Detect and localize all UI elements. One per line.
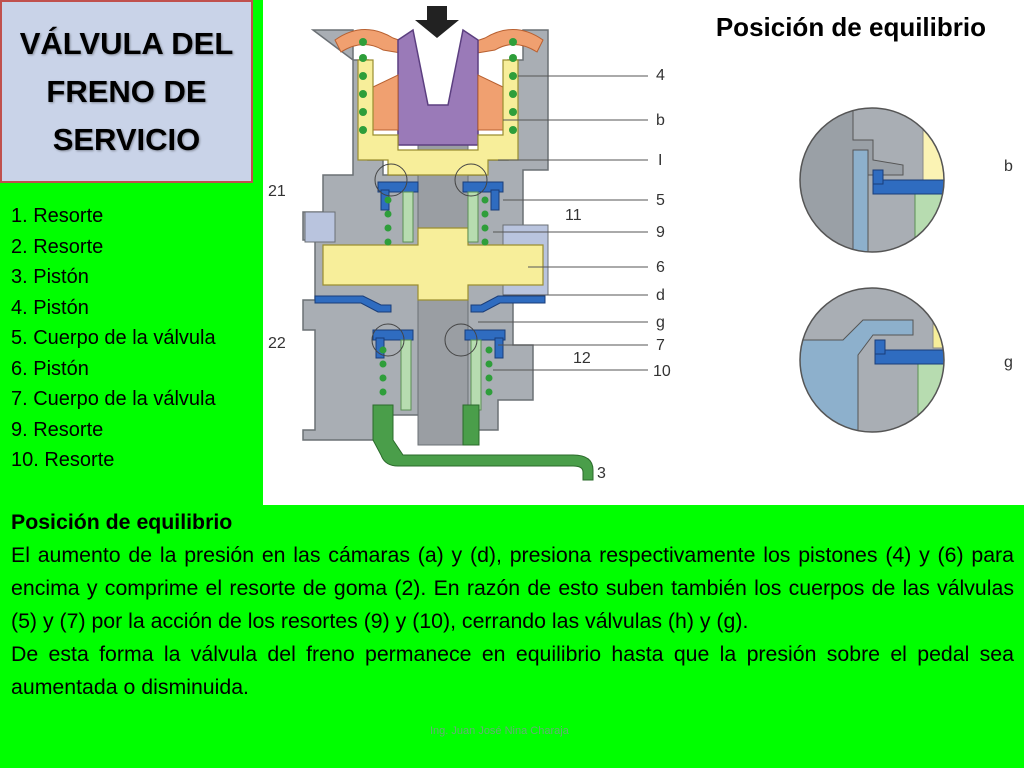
plunger [398, 30, 478, 145]
legend-item: 1. Resorte [11, 205, 104, 227]
callout-i: I [658, 152, 663, 169]
callout-6: 6 [656, 259, 665, 276]
callout-9: 9 [656, 224, 665, 241]
zoom-label-b: b [1004, 158, 1013, 175]
callout-d: d [656, 287, 665, 304]
author-credit: Ing. Juan José Nina Charaja [430, 725, 569, 737]
description-paragraph-1: El aumento de la presión en las cámaras (a) y (d), presiona respectivamente los pistones (4) y (6) para encima y comprime el resorte de goma (2). En razón de esto suben también los cuerpos de las válvulas (5) y (7) por la acción de los resortes (9) y (10), cerrando las válvulas (h) y (g). [11, 543, 1014, 633]
legend-item: 2. Resorte [11, 235, 104, 258]
description-paragraph-2: De esta forma la válvula del freno permanece en equilibrio hasta que la presión sobre el pedal sea aumentada o disminuida. [11, 642, 1014, 699]
brake-valve-diagram [263, 0, 1024, 505]
outlet-stub [463, 405, 479, 445]
description [11, 506, 1014, 704]
description-heading: Posición de equilibrio [11, 510, 233, 534]
title-box [0, 0, 253, 183]
legend-item: 7. Cuerpo de la válvula [11, 388, 216, 410]
callout-11: 11 [565, 207, 582, 224]
callout-3: 3 [597, 465, 606, 482]
callout-5: 5 [656, 192, 665, 209]
legend-item: 10. Resorte [11, 449, 115, 471]
callout-4: 4 [656, 67, 665, 84]
callout-7: 7 [656, 337, 665, 354]
legend-item: 5. Cuerpo de la válvula [11, 327, 216, 349]
diagram-panel [263, 0, 1024, 505]
slide-title: VÁLVULA DEL FRENO DE SERVICIO [19, 25, 234, 157]
zoom-detail-b [800, 108, 953, 253]
legend-item: 9. Resorte [11, 418, 104, 441]
diagram-heading: Posición de equilibrio [715, 12, 986, 42]
callout-10: 10 [653, 363, 671, 380]
callout-21: 21 [268, 183, 286, 200]
callout-12: 12 [573, 350, 591, 367]
zoom-detail-g [800, 288, 953, 432]
callout-g: g [656, 314, 665, 331]
legend-item: 6. Pistón [11, 357, 89, 380]
callout-b: b [656, 112, 665, 129]
legend-item: 3. Pistón [11, 266, 89, 288]
pedal-force-arrow-icon [415, 6, 459, 38]
rubber-spring-right [478, 75, 505, 130]
zoom-label-g: g [1004, 354, 1013, 371]
rubber-spring-left [371, 75, 398, 130]
callout-22: 22 [268, 335, 286, 352]
parts-legend [11, 201, 216, 476]
legend-item: 4. Pistón [11, 296, 89, 319]
